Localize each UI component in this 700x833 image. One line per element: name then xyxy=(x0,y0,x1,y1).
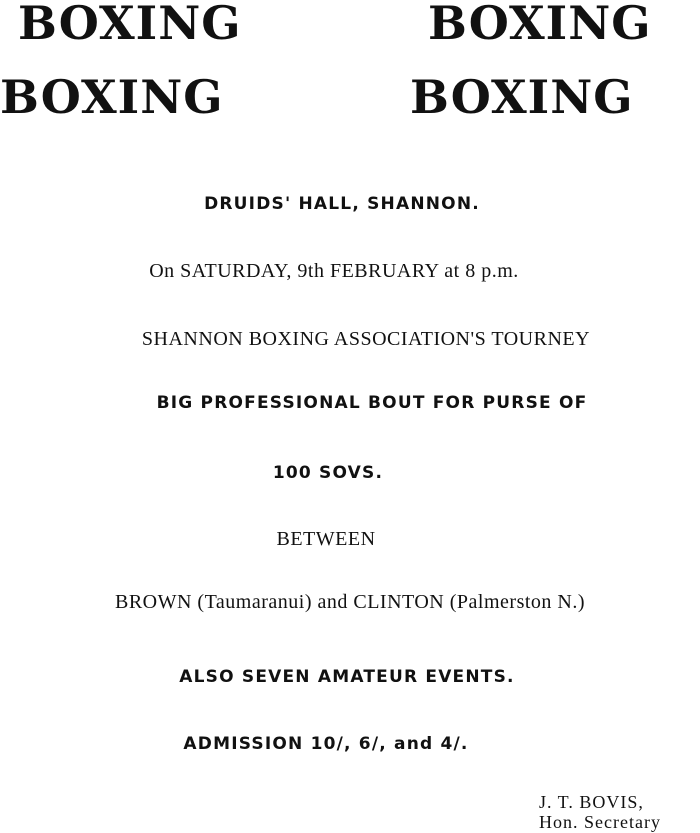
fighters-line: BROWN (Taumaranui) and CLINTON (Palmerston N.) xyxy=(114,591,586,613)
tourney-line: SHANNON BOXING ASSOCIATION'S TOURNEY xyxy=(141,328,591,350)
headline-boxing: BOXING xyxy=(410,70,634,124)
headline-boxing: BOXING xyxy=(18,0,242,50)
headline-boxing: BOXING xyxy=(428,0,652,50)
signature-name: J. T. BOVIS, xyxy=(539,792,644,812)
venue-line: DRUIDS' HALL, SHANNON. xyxy=(204,194,480,214)
bout-line: BIG PROFESSIONAL BOUT FOR PURSE OF xyxy=(156,393,588,413)
purse-line: 100 SOVS. xyxy=(272,463,384,483)
date-line: On SATURDAY, 9th FEBRUARY at 8 p.m. xyxy=(149,260,519,282)
amateur-events-line: ALSO SEVEN AMATEUR EVENTS. xyxy=(179,667,515,687)
signature-block xyxy=(539,792,661,832)
signature-title: Hon. Secretary xyxy=(539,812,661,832)
between-line: BETWEEN xyxy=(276,528,376,550)
headline-boxing: BOXING xyxy=(0,70,224,124)
admission-line: ADMISSION 10/, 6/, and 4/. xyxy=(183,734,469,754)
